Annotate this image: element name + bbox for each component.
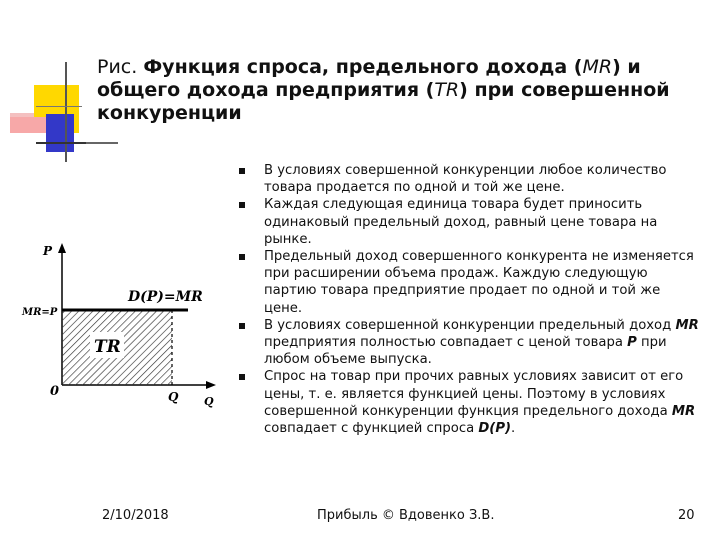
bullet-text-part: совпадает с функцией спроса	[264, 421, 479, 437]
decor-blue-square	[46, 114, 74, 152]
bullet-item	[232, 368, 702, 437]
bullet-item	[232, 248, 702, 317]
square-bullet-icon	[239, 323, 245, 329]
bullet-text: Каждая следующая единица товара будет приносить одинаковый предельный доход, равный цене товара на рынке.	[264, 197, 658, 247]
slide-title	[97, 56, 707, 125]
curve-label: D(P)=MR	[128, 289, 203, 305]
y-axis-label: P	[43, 244, 53, 258]
bullet-term-mr: MR	[675, 317, 699, 333]
y-axis-arrow	[58, 243, 66, 253]
origin-label: 0	[50, 384, 60, 399]
x-axis-label: Q	[204, 395, 214, 408]
tr-label: TR	[94, 337, 121, 357]
square-bullet-icon	[239, 254, 245, 260]
bullet-text-part: В условиях совершенной конкуренции предельный доход	[264, 317, 676, 333]
bullet-term-dp: D(P)	[478, 421, 512, 437]
square-bullet-icon	[239, 168, 245, 174]
square-bullet-icon	[239, 202, 245, 208]
level-label: MR=P	[22, 307, 58, 318]
x-axis-arrow	[206, 381, 216, 389]
bullet-text-part: при любом объеме выпуска.	[264, 335, 667, 368]
title-prefix: Рис.	[97, 56, 144, 78]
bullet-item	[232, 196, 702, 248]
title-bold-2: ) и общего дохода предприятия (	[97, 56, 641, 101]
title-bold-3: ) при совершенной конкуренции	[97, 79, 670, 124]
title-tr: TR	[434, 79, 460, 101]
title-mr: MR	[582, 56, 613, 78]
bullet-text-part: .	[511, 421, 516, 437]
q-point-label: Q	[168, 390, 179, 404]
title-bold-1: Функция спроса, предельного дохода (	[143, 56, 583, 78]
bullet-text: В условиях совершенной конкуренции любое количество товара продается по одной и той же цене.	[264, 163, 667, 196]
bullet-text-part: предприятия полностью совпадает с ценой товара	[264, 335, 628, 351]
decor-vertical-line	[65, 62, 67, 162]
footer-date: 2/10/2018	[102, 508, 169, 523]
bullet-term-mr: MR	[671, 403, 696, 419]
bullet-term-p: P	[627, 335, 637, 351]
bullet-text-part: Спрос на товар при прочих равных условиях зависит от его цены, т. е. является функцией цены. Поэтому в условиях совершенной конкуренции функция предельного дохода	[264, 369, 684, 419]
square-bullet-icon	[239, 374, 245, 380]
bullet-item	[232, 317, 702, 369]
bullet-list	[232, 162, 702, 437]
page-number: 20	[678, 508, 695, 523]
revenue-graph	[20, 235, 220, 410]
decor-thin-line	[36, 106, 82, 107]
bullet-item	[232, 162, 702, 196]
footer-author: Прибыль © Вдовенко З.В.	[317, 508, 495, 523]
bullet-text: Предельный доход совершенного конкурента не изменяется при расширении объема продаж. Каждую следующую партию товара предприятие продает по одной и той же цене.	[264, 249, 694, 316]
decor-short-line	[86, 142, 118, 144]
